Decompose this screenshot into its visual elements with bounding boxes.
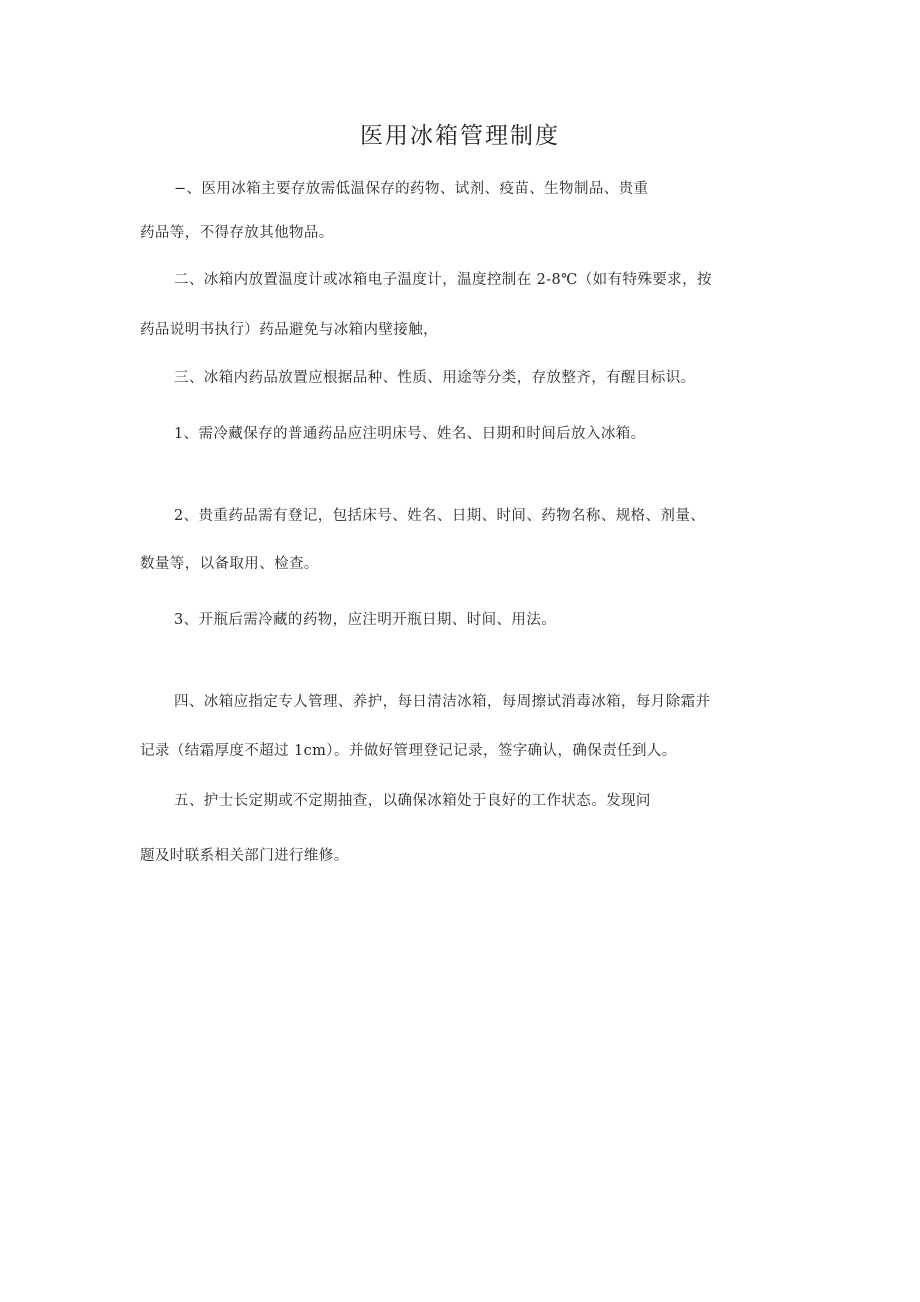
- paragraph-4-line-1: 四、冰箱应指定专人管理、养护，每日清洁冰箱，每周擦试消毒冰箱，每月除霜并: [174, 694, 711, 710]
- paragraph-2-line-2: 药品说明书执行）药品避免与冰箱内壁接触，: [140, 322, 438, 338]
- paragraph-1-line-2: 药品等，不得存放其他物品。: [140, 225, 334, 241]
- paragraph-4-line-2: 记录（结霜厚度不超过 1cm）。并做好管理登记记录，签字确认，确保责任到人。: [140, 743, 677, 759]
- item-3-line-1: 3、开瓶后需冷藏的药物，应注明开瓶日期、时间、用法。: [174, 612, 557, 628]
- item-2-line-1: 2、贵重药品需有登记，包括床号、姓名、日期、时间、药物名称、规格、剂量、: [174, 508, 706, 524]
- item-1-line-1: 1、需冷藏保存的普通药品应注明床号、姓名、日期和时间后放入冰箱。: [174, 426, 646, 442]
- paragraph-1-line-1: −、医用冰箱主要存放需低温保存的药物、试剂、疫苗、生物制品、贵重: [174, 181, 649, 197]
- paragraph-2-line-1: 二、冰箱内放置温度计或冰箱电子温度计，温度控制在 2-8℃（如有特殊要求，按: [174, 272, 712, 288]
- paragraph-3-line-1: 三、冰箱内药品放置应根据品种、性质、用途等分类，存放整齐，有醒目标识。: [174, 370, 696, 386]
- item-2-line-2: 数量等，以备取用、检查。: [140, 556, 319, 572]
- paragraph-5-line-1: 五、护士长定期或不定期抽查，以确保冰箱处于良好的工作状态。发现问: [174, 793, 651, 809]
- document-title: 医用冰箱管理制度: [360, 123, 560, 149]
- paragraph-5-line-2: 题及时联系相关部门进行维修。: [140, 848, 349, 864]
